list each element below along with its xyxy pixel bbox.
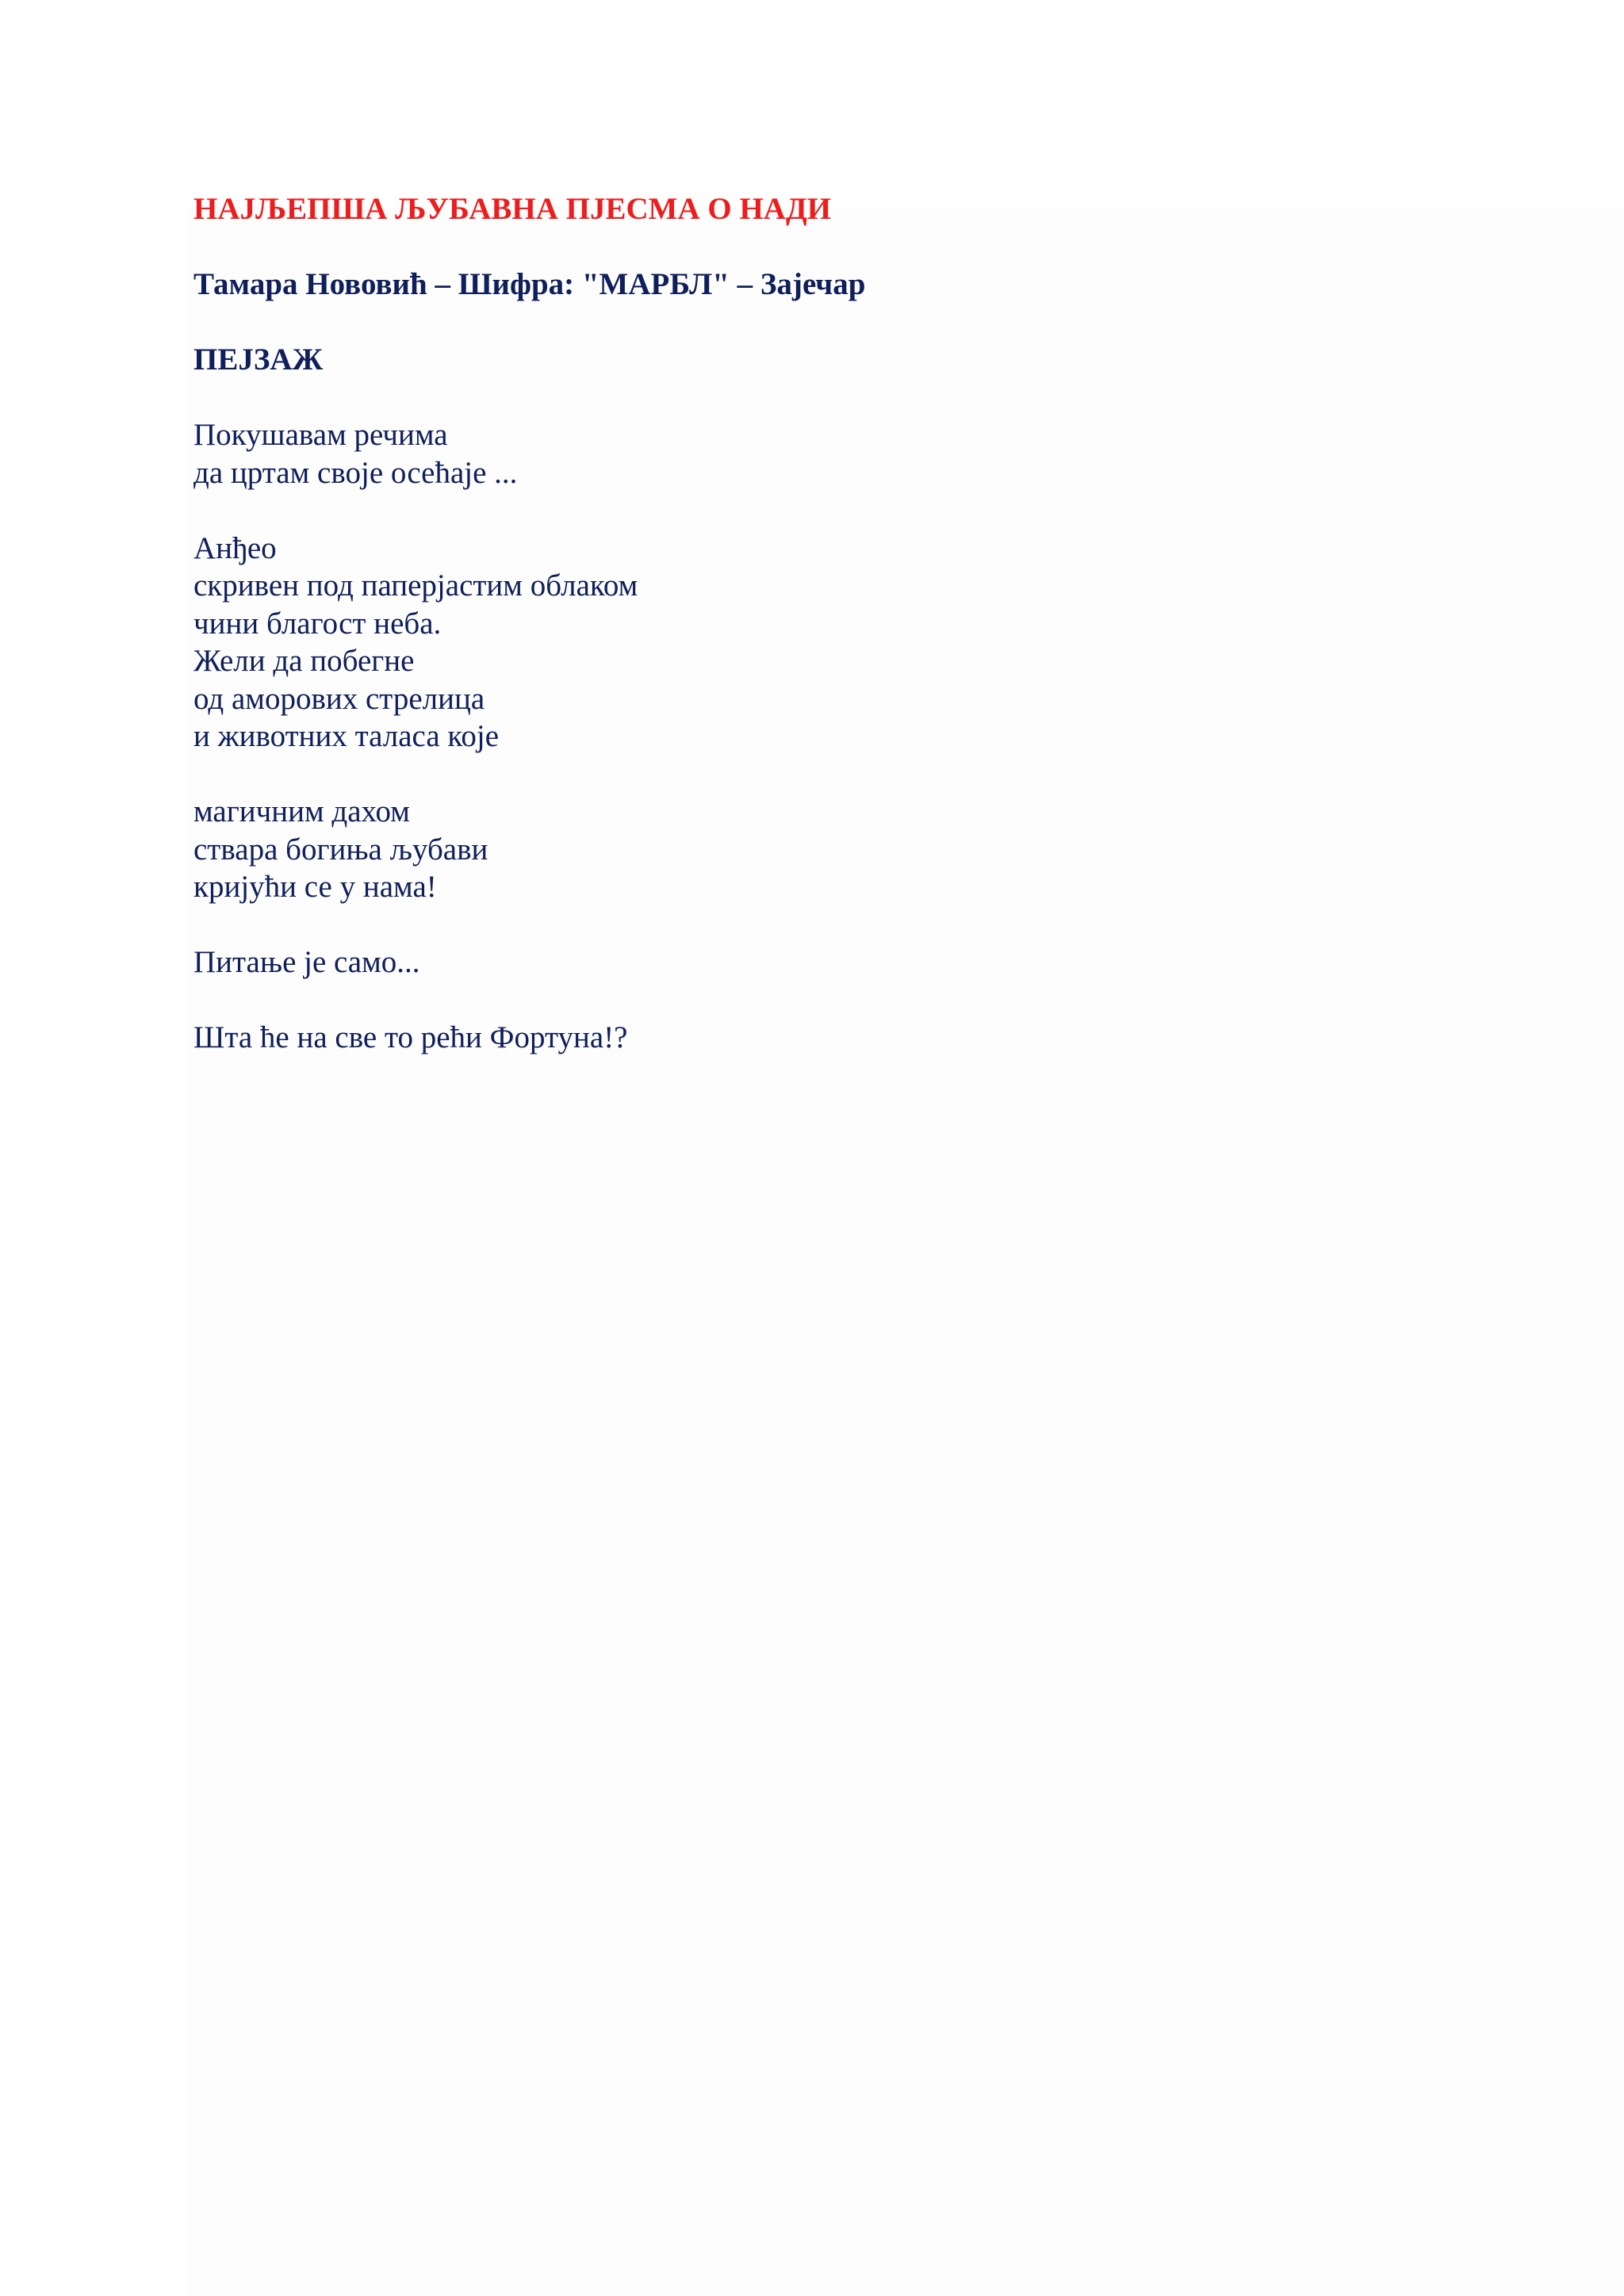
poem-line: од аморових стрелица xyxy=(193,681,485,716)
stanza-2 xyxy=(193,530,1462,756)
poem-line: Шта ће на све то рећи Фортуна!? xyxy=(193,1020,628,1054)
spacer xyxy=(193,756,1462,794)
spacer xyxy=(193,228,1462,266)
stanza-5 xyxy=(193,1019,1462,1057)
stanza-4 xyxy=(193,943,1462,982)
poem-line: ствара богиња љубави xyxy=(193,832,488,867)
spacer xyxy=(193,379,1462,417)
poem-title: ПЕЈЗАЖ xyxy=(193,342,324,377)
poem-line: чини благост неба. xyxy=(193,606,442,641)
document-body xyxy=(193,190,1462,1057)
author-byline: Тамара Нововић – Шифра: "МАРБЛ" – Зајечар xyxy=(193,267,866,301)
poem-line: кријући се у нама! xyxy=(193,870,437,904)
stanza-1 xyxy=(193,416,1462,492)
spacer xyxy=(193,906,1462,944)
poem-line: магичним дахом xyxy=(193,794,410,828)
poem-line: и животних таласа које xyxy=(193,719,500,753)
spacer xyxy=(193,304,1462,342)
poem-line: скривен под паперјастим облаком xyxy=(193,568,638,603)
spacer xyxy=(193,982,1462,1020)
poem-line: да цртам своје осећаје ... xyxy=(193,455,518,490)
stanza-3 xyxy=(193,793,1462,906)
document-title: НАЈЉЕПША ЉУБАВНА ПЈЕСМА О НАДИ xyxy=(193,192,832,226)
poem-line: Покушавам речима xyxy=(193,418,448,452)
poem-line: Питање је само... xyxy=(193,945,420,979)
spacer xyxy=(193,492,1462,530)
poem-line: Анђео xyxy=(193,530,277,565)
poem-line: Жели да побегне xyxy=(193,644,415,678)
